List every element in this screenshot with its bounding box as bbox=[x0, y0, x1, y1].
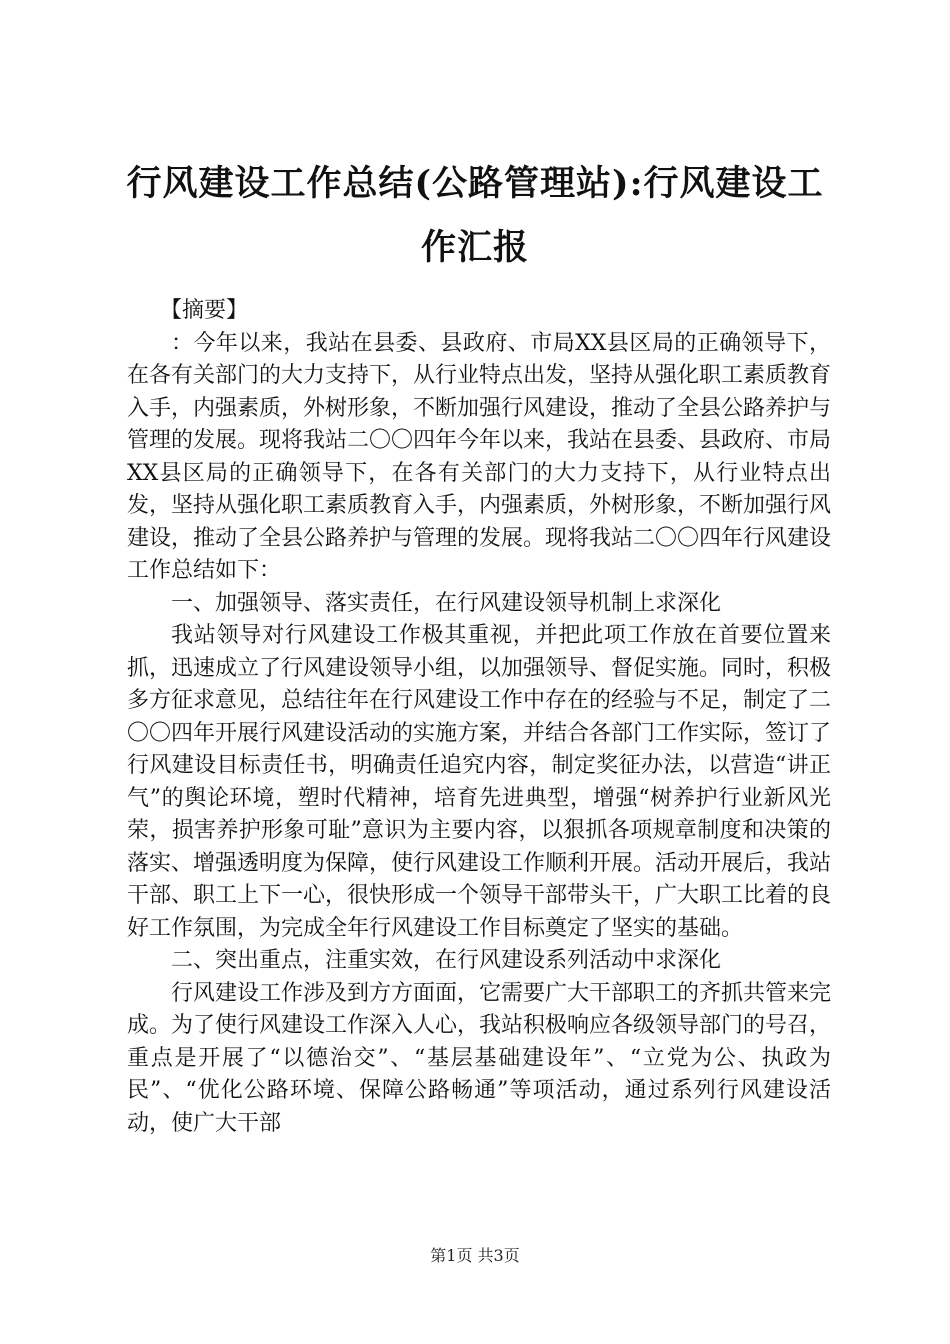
document-title: 行风建设工作总结(公路管理站):行风建设工作汇报 bbox=[126, 163, 824, 268]
paragraph-section-1: 我站领导对行风建设工作极其重视，并把此项工作放在首要位置来抓，迅速成立了行风建设领导小组，以加强领导、督促实施。同时，积极多方征求意见，总结往年在行风建设工作中存在的经验与不足，制定了二〇〇四年开展行风建设活动的实施方案，并结合各部门工作实际，签订了行风建设目标责任书，明确责任追究内容，制定奖征办法，以营造“讲正气”的舆论环境，塑时代精神，培育先进典型，增强“树养护行业新风光荣，损害养护形象可耻”意识为主要内容，以狠抓各项规章制度和决策的落实、增强透明度为保障，使行风建设工作顺利开展。活动开展后，我站干部、职工上下一心，很快形成一个领导干部带头干，广大职工比着的良好工作氛围，为完成全年行风建设工作目标奠定了坚实的基础。 bbox=[127, 623, 832, 941]
paragraph-section-2: 行风建设工作涉及到方方面面，它需要广大干部职工的齐抓共管来完成。为了使行风建设工作深入人心，我站积极响应各级领导部门的号召，重点是开展了“以德治交”、“基层基础建设年”、“立党为公、执政为民”、“优化公路环境、保障公路畅通”等项活动，通过系列行风建设活动，使广大干部 bbox=[127, 980, 832, 1136]
page-footer bbox=[0, 1243, 950, 1266]
section-heading-2: 二、突出重点，注重实效，在行风建设系列活动中求深化 bbox=[171, 948, 722, 973]
section-heading-1: 一、加强领导、落实责任，在行风建设领导机制上求深化 bbox=[171, 590, 722, 616]
document-body bbox=[127, 295, 831, 1140]
abstract-label: 【摘要】 bbox=[160, 298, 249, 323]
paragraph-intro: ：今年以来，我站在县委、县政府、市局XX县区局的正确领导下，在各有关部门的大力支持下，从行业特点出发，坚持从强化职工素质教育入手，内强素质，外树形象，不断加强行风建设，推动了全县公路养护与管理的发展。现将我站二〇〇四年今年以来，我站在县委、县政府、市局XX县区局的正确领导下，在各有关部门的大力支持下，从行业特点出发，坚持从强化职工素质教育入手，内强素质，外树形象，不断加强行风建设，推动了全县公路养护与管理的发展。现将我站二〇〇四年行风建设工作总结如下： bbox=[127, 330, 832, 583]
page-indicator: 第1页 共3页 bbox=[430, 1246, 520, 1265]
